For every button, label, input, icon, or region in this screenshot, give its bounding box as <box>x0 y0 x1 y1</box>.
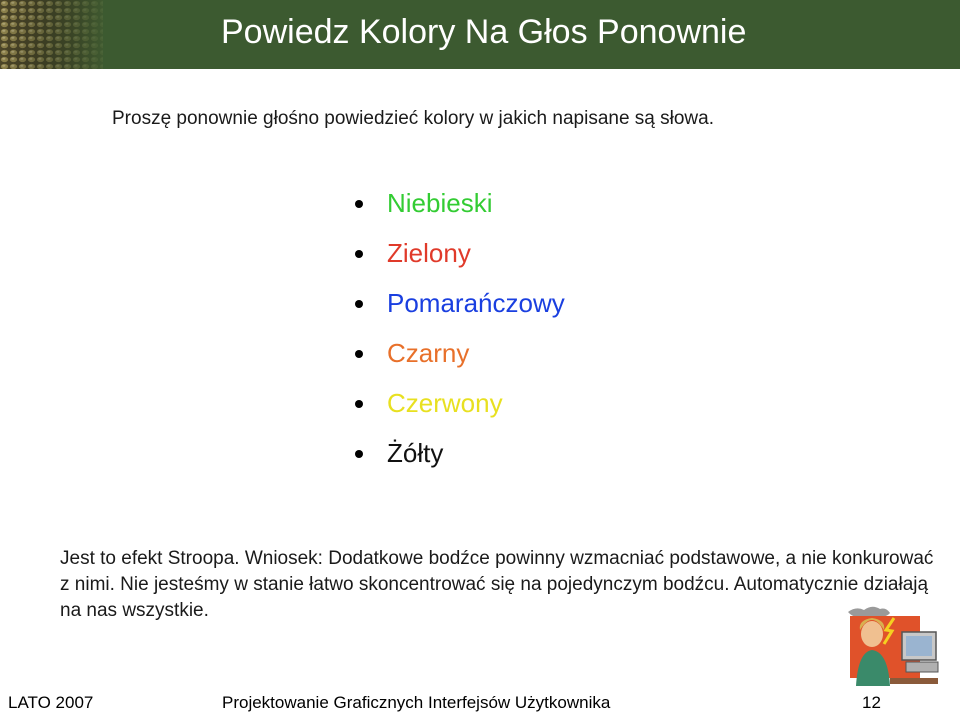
footer-semester: LATO 2007 <box>8 693 94 712</box>
intro-text: Proszę ponownie głośno powiedzieć kolory w jakich napisane są słowa. <box>112 108 714 129</box>
color-word: Czarny <box>387 338 470 368</box>
bullet-icon <box>355 450 363 458</box>
bullet-icon <box>355 250 363 258</box>
stressed-computer-user-clipart <box>846 604 946 692</box>
bullet-icon <box>355 400 363 408</box>
slide-title: Powiedz Kolory Na Głos Ponownie <box>221 13 747 51</box>
footer-page-number: 12 <box>862 693 881 712</box>
slide-header <box>0 0 960 69</box>
color-word: Czerwony <box>387 388 503 418</box>
color-word: Żółty <box>387 438 444 468</box>
color-word: Pomarańczowy <box>387 288 565 318</box>
footer-course-title: Projektowanie Graficznych Interfejsów Użytkownika <box>222 693 611 712</box>
cobblestone-road-image <box>0 0 103 69</box>
bullet-icon <box>355 200 363 208</box>
bullet-icon <box>355 350 363 358</box>
color-word: Niebieski <box>387 188 493 218</box>
bullet-icon <box>355 300 363 308</box>
color-word: Zielony <box>387 238 471 268</box>
conclusion-text: Jest to efekt Stroopa. Wniosek: Dodatkowe bodźce powinny wzmacniać podstawowe, a nie konkurować z nimi. Nie jesteśmy w stanie łatwo skoncentrować się na pojedynczym bodźcu. Automatycznie działają na nas wszystkie. <box>60 548 934 621</box>
